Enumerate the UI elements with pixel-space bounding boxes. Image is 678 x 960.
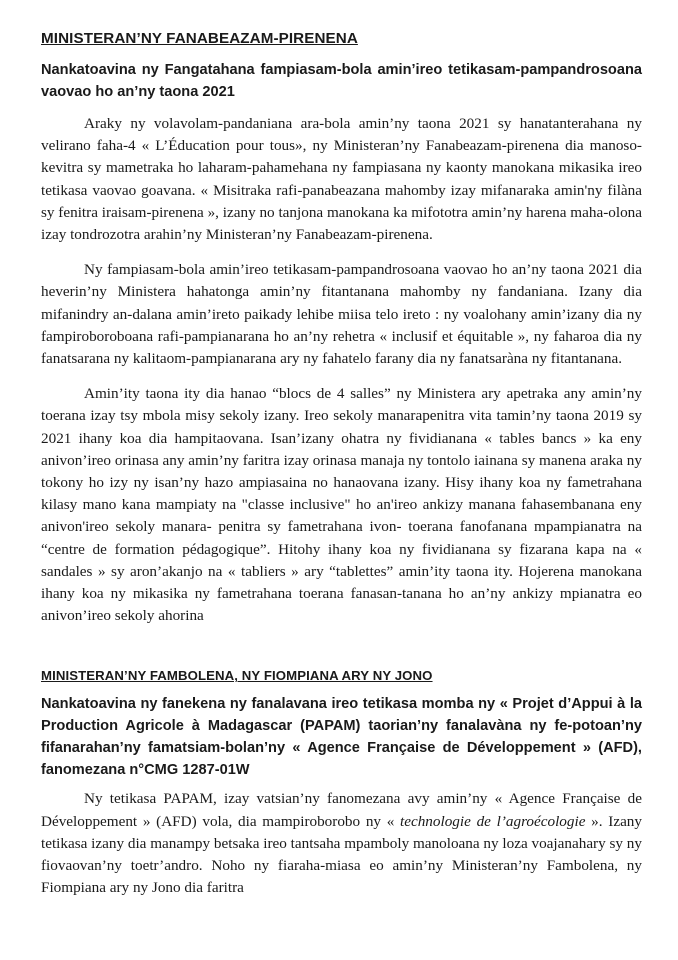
paragraph-budget: Araky ny volavolam-pandaniana ara-bola amin’ny taona 2021 sy hanatanterahana ny velirano faha-4 « L’Éducation pour tous», ny Ministeran’ny Fanabeazam-pirenena dia manoso-kevitra sy mametraka ho laharam-pahamehana ny fampiasana ny kaonty manokana mikasika ireo tetikasa vaovao goavana. « Misitraka rafi-panabeazana mahomby izay mifanaraka amin'ny filàna sy fenitra iraisam-pirenena », izany no tanjona manokana ka mifototra amin’ny harena maha-olona izay tondrozotra arahin’ny Ministeran’ny Fanabeazam-pirenena. — [41, 115, 642, 244]
paragraph-papam-italic: technologie de l’agroécologie — [400, 812, 586, 830]
ministry-heading-education: MINISTERAN’NY FANABEAZAM-PIRENENA — [41, 30, 358, 47]
decision-headline-agriculture: Nankatoavina ny fanekena ny fanalavana ireo tetikasa momba ny « Projet d’Appui à la Production Agricole à Madagascar (PAPAM) taorian’ny fanalavàna ny fe-potoan’ny fifanarahan’ny famatsiam-bolan’ny « Agence Française de Développement » (AFD), fanomezana n°CMG 1287-01W — [41, 696, 642, 779]
paragraph-infrastructure: Amin’ity taona ity dia hanao “blocs de 4 salles” ny Ministera ary apetraka any amin’ny toerana izay tsy mbola misy sekoly izany. Ireo sekoly manarapenitra vita tamin’ny taona 2019 sy 2021 ihany koa dia hampitaovana. Isan’izany ohatra ny fividianana « tables bancs » ka eny anivon’ireo orinasa any amin’ny faritra izay orinasa manaja ny tontolo iainana sy manena araka ny tokony ho izy ny isan’ny hazo ampiasaina no hanaovana izany. Hisy ihany koa ny fametrahana kilasy mano kana mampiaty na "classe inclusive" ho an'ireo ankizy manana fahasembanana eny anivon'ireo sekoly manara- penitra sy fametrahana ivon- toerana fanofanana mpampianatra na “centre de formation pédagogique”. Hitohy ihany koa ny fividianana sy fizarana kapa na « sandales » sy aron’akanjo na « tabliers » ary “tablettes” amin’ity taona ity. Hojerena manokana ihany koa ny mikasika ny fametrahana toerana fanasan-tanana ho an’ny ankizy mpianatra eo anivon’ireo sekoly ahorina — [41, 385, 642, 625]
ministry-heading-agriculture: MINISTERAN’NY FAMBOLENA, NY FIOMPIANA ARY NY JONO — [41, 668, 433, 684]
paragraph-papam — [41, 788, 642, 899]
paragraph-papam-text-1: Ny tetikasa PAPAM, izay vatsian’ny fanomezana avy amin’ny « Agence Française de Développement » (AFD) vola, dia mampiroborobo ny « — [41, 790, 642, 830]
paragraph-papam-text-2: ». Izany tetikasa izany dia manampy betsaka ireo tantsaha mpamboly manoloana ny loza voajanahary sy ny fiovaovan’ny toetr’andro. Noho ny fiaraha-miasa eo amin’ny Ministeran’ny Fambolena, ny Fiompiana ary ny Jono dia faritra — [41, 812, 642, 897]
section-spacer — [41, 640, 642, 668]
paragraph-strategy: Ny fampiasam-bola amin’ireo tetikasam-pampandrosoana vaovao ho an’ny taona 2021 dia heverin’ny Ministera hahatonga amin’ny fitantanana mahomby ny fandaniana. Izany dia mifanindry an-dalana amin’ireto paikady lehibe miisa telo ireto : ny voalohany amin’izany dia ny fampiroboroboana rafi-pampianarana ho an’ny rehetra « inclusif et équitable », ny faharoa dia ny fanatsarana ny kalitaom-pampianarana ary ny fahatelo farany dia ny fanatsaràna ny fitantanana. — [41, 261, 642, 368]
decision-headline-education: Nankatoavina ny Fangatahana fampiasam-bola amin’ireo tetikasam-pampandrosoana vaovao ho an’ny taona 2021 — [41, 62, 642, 100]
